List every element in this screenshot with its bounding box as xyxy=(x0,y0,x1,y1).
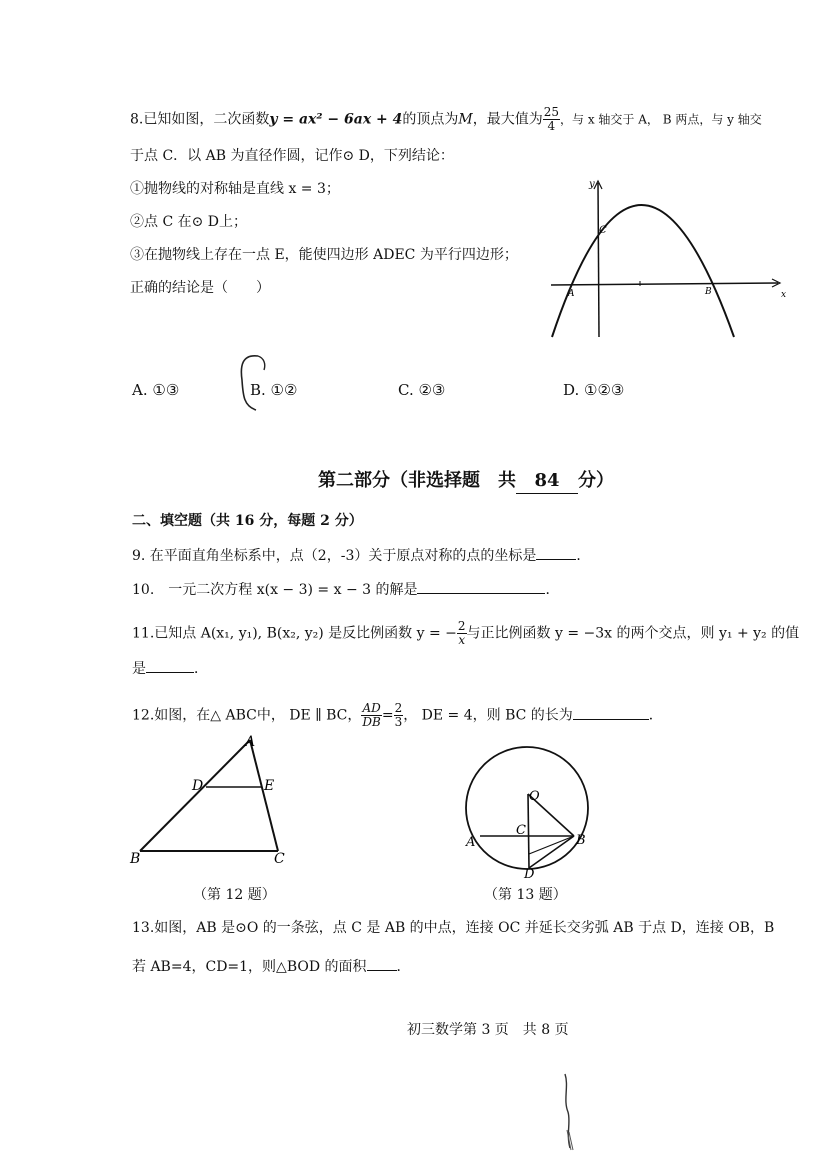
q8-line2: 于点 C．以 AB 为直径作圆，记作⊙ D，下列结论： xyxy=(130,148,454,164)
x-axis xyxy=(551,283,778,285)
q11-line1 xyxy=(132,620,799,647)
q8-line1-c: ，最大值为 xyxy=(472,111,543,128)
segment-od xyxy=(528,794,529,868)
q10-answer-blank[interactable] xyxy=(417,579,545,594)
section-header: 二、填空题（共 16 分，每题 2 分） xyxy=(132,513,363,529)
point-c-label: C xyxy=(516,823,526,838)
q13-circle-figure xyxy=(460,740,600,880)
q12-frac2-num: 2 xyxy=(394,701,403,715)
q12-fraction-2-3 xyxy=(394,702,404,729)
vertex-c-label: C xyxy=(274,851,285,867)
point-b-label: B xyxy=(705,287,712,297)
side-ac xyxy=(250,740,278,851)
q13-answer-blank[interactable] xyxy=(367,956,397,971)
q8-frac-den: 4 xyxy=(547,119,556,133)
vertex-b-label: B xyxy=(130,851,141,867)
center-o-label: O xyxy=(529,789,540,804)
y-axis xyxy=(598,183,599,337)
q10-text: 10. 一元二次方程 x(x − 3) = x − 3 的解是 xyxy=(132,582,418,598)
q12-caption: （第 12 题） xyxy=(193,887,276,903)
circle-o xyxy=(466,747,588,869)
q13-text: 若 AB=4，CD=1，则△BOD 的面积 xyxy=(132,959,367,975)
side-ab xyxy=(140,740,250,851)
x-axis-label: x xyxy=(781,290,787,300)
q11-frac-den: x xyxy=(458,633,466,647)
q8-prompt: 正确的结论是（ ） xyxy=(130,280,270,296)
q8-parabola-graph xyxy=(548,175,798,340)
q10: 10. 一元二次方程 x(x − 3) = x − 3 的解是 ． xyxy=(132,579,559,600)
point-a-label: A xyxy=(568,289,575,299)
page-footer: 初三数学第 3 页 共 8 页 xyxy=(407,1022,569,1038)
option-d: D. ①②③ xyxy=(563,381,625,399)
q11-line2: 是 ． xyxy=(132,658,208,679)
q8-vertex-m: M xyxy=(458,111,473,128)
q8-line1-a: 8.已知如图，二次函数 xyxy=(130,111,270,128)
point-d-label: D xyxy=(524,867,535,882)
q8-item1: ①抛物线的对称轴是直线 x = 3； xyxy=(130,181,340,197)
part2-title xyxy=(318,469,614,494)
q12-answer-blank[interactable] xyxy=(573,705,649,720)
q12-fraction-ad-db xyxy=(361,702,381,729)
q11-text-b: 与正比例函数 y = −3x 的两个交点，则 y₁ + y₂ 的值 xyxy=(466,625,800,642)
q9-answer-blank[interactable] xyxy=(536,545,576,560)
q8-line1-b: 的顶点为 xyxy=(402,111,459,128)
q11-frac-num: 2 xyxy=(457,619,466,633)
part2-title-a: 第二部分（非选择题 共 xyxy=(318,470,516,491)
point-c-label: C xyxy=(599,225,607,236)
q12-text-a: 12.如图，在△ ABC中， DE ∥ BC， xyxy=(132,707,362,724)
parabola-curve xyxy=(552,205,734,337)
q11-fraction xyxy=(457,620,467,647)
q13-line1: 13.如图，AB 是⊙O 的一条弦，点 C 是 AB 的中点，连接 OC 并延长交劣弧 AB 于点 D，连接 OB，B xyxy=(132,920,775,936)
point-d-label: D xyxy=(192,778,204,794)
q12-frac2-den: 3 xyxy=(394,715,403,729)
q8-function: y = ax² − 6ax + 4 xyxy=(269,111,403,128)
q8-frac-num: 25 xyxy=(543,105,560,119)
q12-text-b: ， DE = 4，则 BC 的长为 xyxy=(403,707,573,724)
q8-line1-d: ，与 x 轴交于 A， B 两点，与 y 轴交 xyxy=(560,112,762,127)
q11-answer-blank[interactable] xyxy=(146,658,194,673)
q8-line1 xyxy=(130,106,762,133)
option-c: C. ②③ xyxy=(398,381,446,399)
point-e-label: E xyxy=(264,778,275,794)
point-b-label: B xyxy=(576,833,586,848)
q8-item2: ②点 C 在⊙ D上； xyxy=(130,214,248,230)
q12-line: 12.如图，在△ ABC中， DE ∥ BC， $\frac{AD}{DB}$ = $\frac{2}{3}$ ， DE = 4，则 BC 的长为 ． xyxy=(132,701,663,729)
q8-max-fraction xyxy=(543,106,560,133)
vertex-a-label: A xyxy=(245,734,256,750)
q12-frac-num: AD xyxy=(362,701,381,715)
q9-text: 9. 在平面直角坐标系中，点（2，-3）关于原点对称的点的坐标是 xyxy=(132,548,537,564)
q11-text-c: 是 xyxy=(132,661,146,677)
point-a-label: A xyxy=(466,835,476,850)
q9: 9. 在平面直角坐标系中，点（2，-3）关于原点对称的点的坐标是 ． xyxy=(132,545,590,566)
option-a: A. ①③ xyxy=(132,381,180,399)
part2-score: 84 xyxy=(516,469,578,494)
part2-title-b: 分） xyxy=(578,470,614,491)
q13-line2: 若 AB=4，CD=1，则△BOD 的面积 ． xyxy=(132,956,411,977)
option-b: B. ①② xyxy=(250,381,298,399)
q8-item3: ③在抛物线上存在一点 E，能使四边形 ADEC 为平行四边形； xyxy=(130,247,518,263)
q13-caption: （第 13 题） xyxy=(484,887,567,903)
q11-text-a: 11.已知点 A(x₁, y₁), B(x₂, y₂) 是反比例函数 y = − xyxy=(132,625,457,642)
q12-frac-den: DB xyxy=(362,715,381,729)
scan-artifact-mark xyxy=(555,1072,585,1152)
y-axis-label: y xyxy=(589,179,595,190)
q12-eq: = xyxy=(381,707,394,724)
q12-triangle-figure xyxy=(128,734,298,869)
